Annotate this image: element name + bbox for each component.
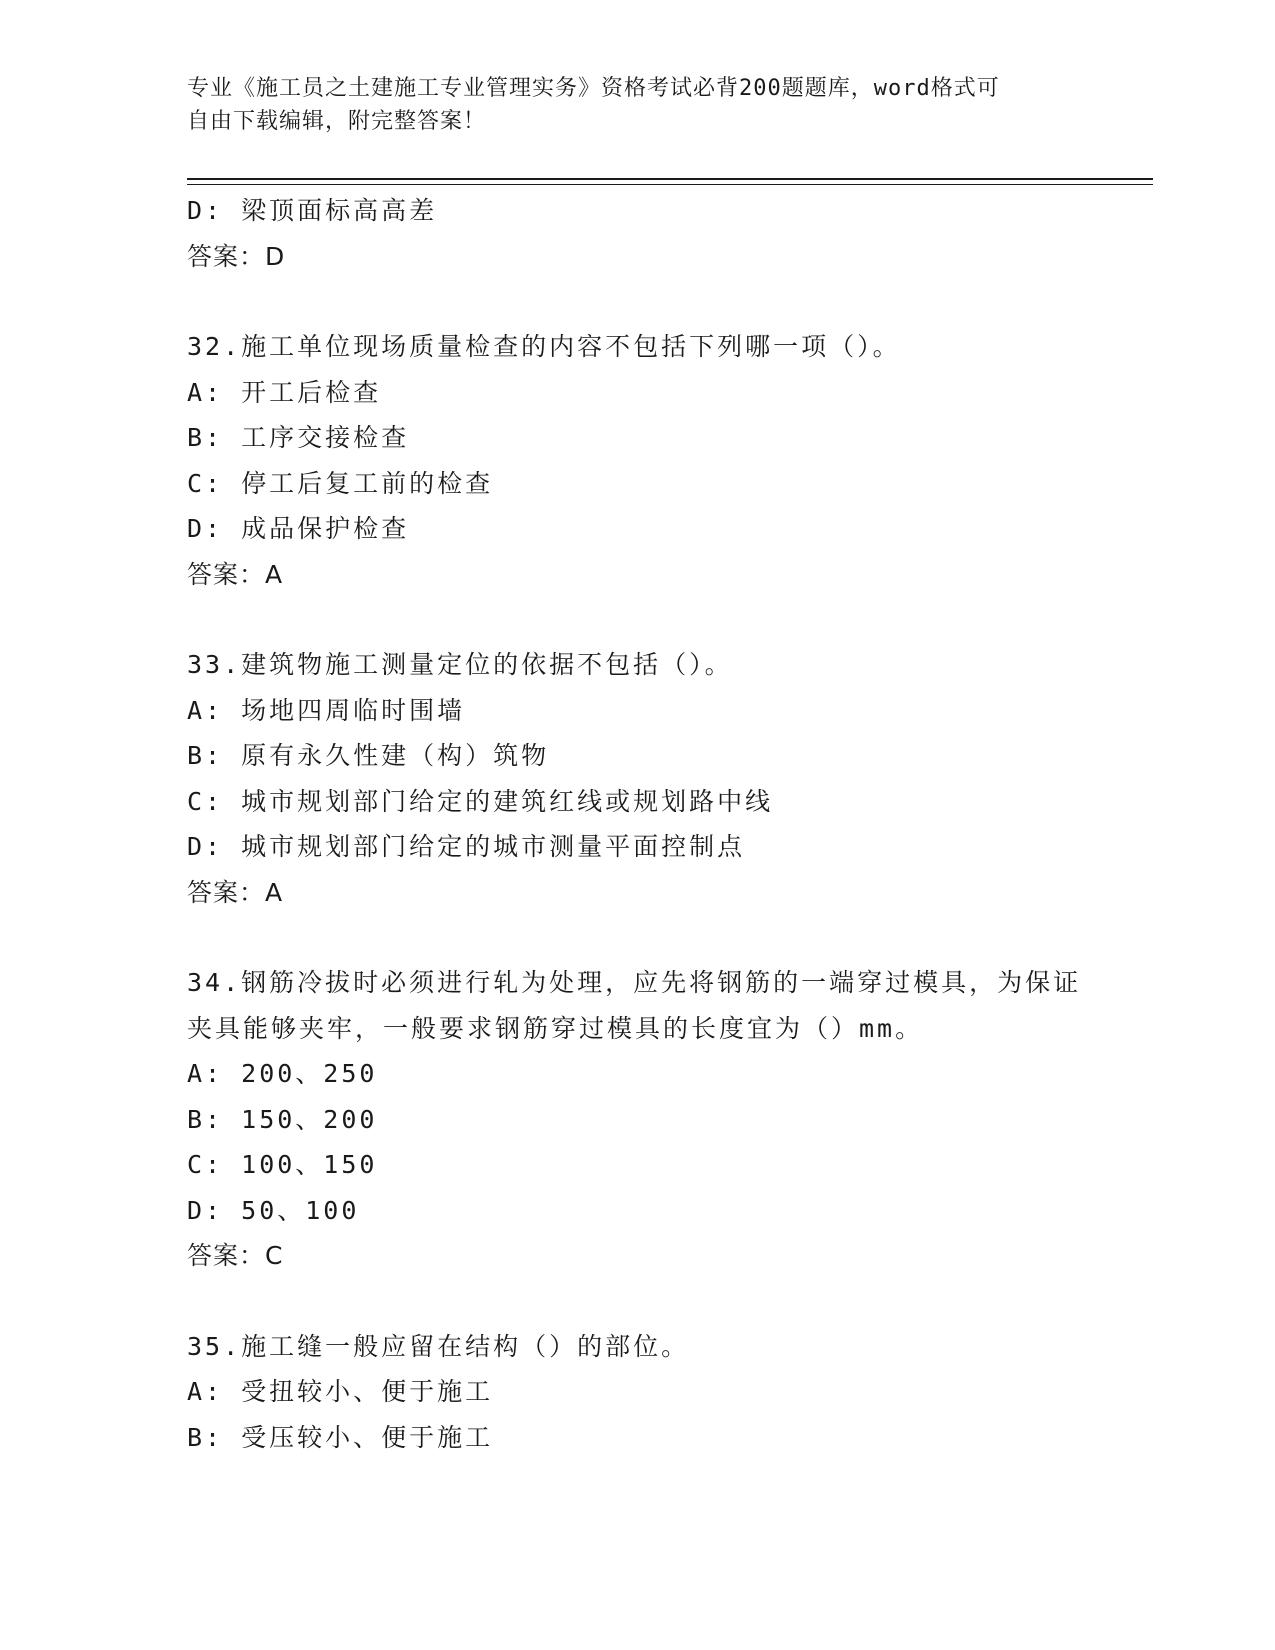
option-b: B: 150、200 [187,1104,378,1134]
option-d: D: 梁顶面标高高差 [187,196,438,225]
header-title-line-2: 自由下载编辑，附完整答案！ [187,109,487,134]
question-32 [187,324,1087,597]
option-a: A: 200、250 [187,1059,378,1088]
question-stem: 33.建筑物施工测量定位的依据不包括（）。 [187,650,733,679]
question-35 [187,1324,1087,1461]
document-header [187,72,1067,138]
header-divider-thin [187,184,1153,185]
option-c: C: 城市规划部门给定的建筑红线或规划路中线 [187,786,774,816]
header-divider-thick [187,178,1153,180]
header-title-line-1: 专业《施工员之土建施工专业管理实务》资格考试必背200题题库，word格式可 [187,76,1000,101]
question-stem: 32.施工单位现场质量检查的内容不包括下列哪一项（）。 [187,332,901,361]
question-34 [187,960,1087,1279]
option-a: A: 受扭较小、便于施工 [187,1377,494,1406]
question-33 [187,642,1087,915]
option-c: C: 100、150 [187,1150,378,1179]
option-b: B: 工序交接检查 [187,423,410,452]
answer-line: 答案：A [187,877,284,907]
answer-line: 答案：D [187,241,286,271]
question-stem: 35.施工缝一般应留在结构（）的部位。 [187,1331,690,1361]
question-stem: 34.钢筋冷拔时必须进行轧为处理，应先将钢筋的一端穿过模具，为保证夹具能够夹牢，一般要求钢筋穿过模具的长度宜为（）mm。 [187,968,1082,1043]
option-a: A: 场地四周临时围墙 [187,695,466,725]
option-b: B: 原有永久性建（构）筑物 [187,741,550,770]
answer-line: 答案：C [187,1241,284,1270]
question-31-tail [187,188,1087,279]
option-d: D: 50、100 [187,1195,360,1225]
question-list [187,188,1087,1460]
option-d: D: 城市规划部门给定的城市测量平面控制点 [187,832,746,861]
option-a: A: 开工后检查 [187,377,382,407]
option-c: C: 停工后复工前的检查 [187,468,494,498]
option-d: D: 成品保护检查 [187,514,410,543]
option-b: B: 受压较小、便于施工 [187,1422,494,1452]
answer-line: 答案：A [187,559,284,589]
